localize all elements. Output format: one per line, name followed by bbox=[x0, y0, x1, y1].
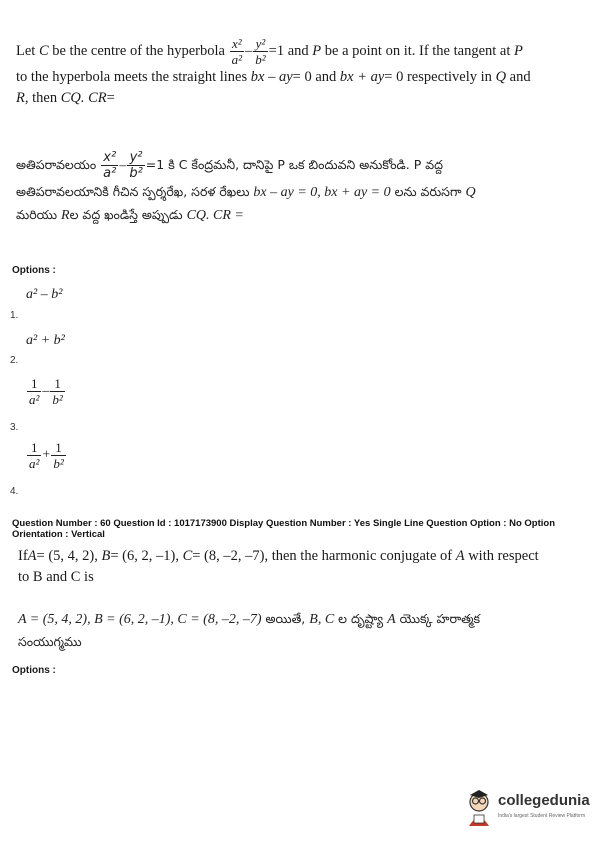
logo-tagline: India's largest Student Review Platform bbox=[498, 813, 586, 819]
option-2-number: 2. bbox=[10, 355, 19, 366]
option-1-number: 1. bbox=[10, 310, 19, 321]
collegedunia-logo bbox=[462, 788, 590, 828]
fraction-x2-a2-te: $\frac{\text{x²}}{\text{a²}}$ bbox=[103, 150, 117, 181]
options-label-2: Options : bbox=[12, 665, 56, 676]
student-mascot-icon bbox=[462, 788, 496, 828]
q2-telugu: A = (5, 4, 2), B = (6, 2, –1), C = (8, –2, –7) అయితే, B, C ల దృష్ట్యా A యొక్క హరాత్మక సంయుగ్మము bbox=[18, 611, 481, 649]
option-3-number: 3. bbox=[10, 422, 19, 433]
logo-name: collegedunia bbox=[498, 792, 590, 809]
fraction-y2-b2: $\frac{\text{y²}}{\text{b²}}$ bbox=[255, 36, 266, 67]
q1-english: Let C be the centre of the hyperbola $\frac{\text{x²}}{\text{a²}}$ – $\frac{\text{y²}}{\text{b²}}$ =1 and P be a point on it. If the tangent at P to the hyperbola meets the straight lines bx – ay= 0 and bx + ay= 0 respectively in Q and R, then CQ. CR= bbox=[16, 36, 531, 106]
option-4-number: 4. bbox=[10, 486, 19, 497]
q1-telugu: అతిపరావలయం $\frac{\text{x²}}{\text{a²}}$ – $\frac{\text{y²}}{\text{b²}}$ =1 కి C కేంద్రమనీ, దానిపై P ఒక బిందువని అనుకోండి. P వద్ద అతిపరావలయానికి గీచిన స్పర్శరేఖ, సరళ రేఖలు bx – ay = 0, bx + ay = 0 లను వరుసగా Q మరియు Rల వద్ద ఖండిస్తే అప్పుడు CQ. CR = bbox=[16, 150, 476, 223]
option-4-text[interactable]: $\frac{1}{\text{a²}}$ + $\frac{1}{\text{b²}}$ bbox=[29, 440, 64, 471]
fraction-y2-b2-te: $\frac{\text{y²}}{\text{b²}}$ bbox=[129, 150, 143, 181]
fraction-x2-a2: $\frac{\text{x²}}{\text{a²}}$ bbox=[231, 36, 242, 67]
option-1-text[interactable]: a² – b² bbox=[26, 287, 63, 302]
option-3-text[interactable]: $\frac{1}{\text{a²}}$ – $\frac{1}{\text{b²}}$ bbox=[29, 376, 63, 407]
q2-english: IfA= (5, 4, 2), B= (6, 2, –1), C= (8, –2, –7), then the harmonic conjugate of A with respect to B and C is bbox=[18, 548, 539, 585]
option-2-text[interactable]: a² + b² bbox=[26, 333, 65, 348]
options-label: Options : bbox=[12, 265, 56, 276]
question-meta: Question Number : 60 Question Id : 1017173900 Display Question Number : Yes Single Line Question Option : No Option Orientation : Vertical bbox=[12, 518, 556, 540]
